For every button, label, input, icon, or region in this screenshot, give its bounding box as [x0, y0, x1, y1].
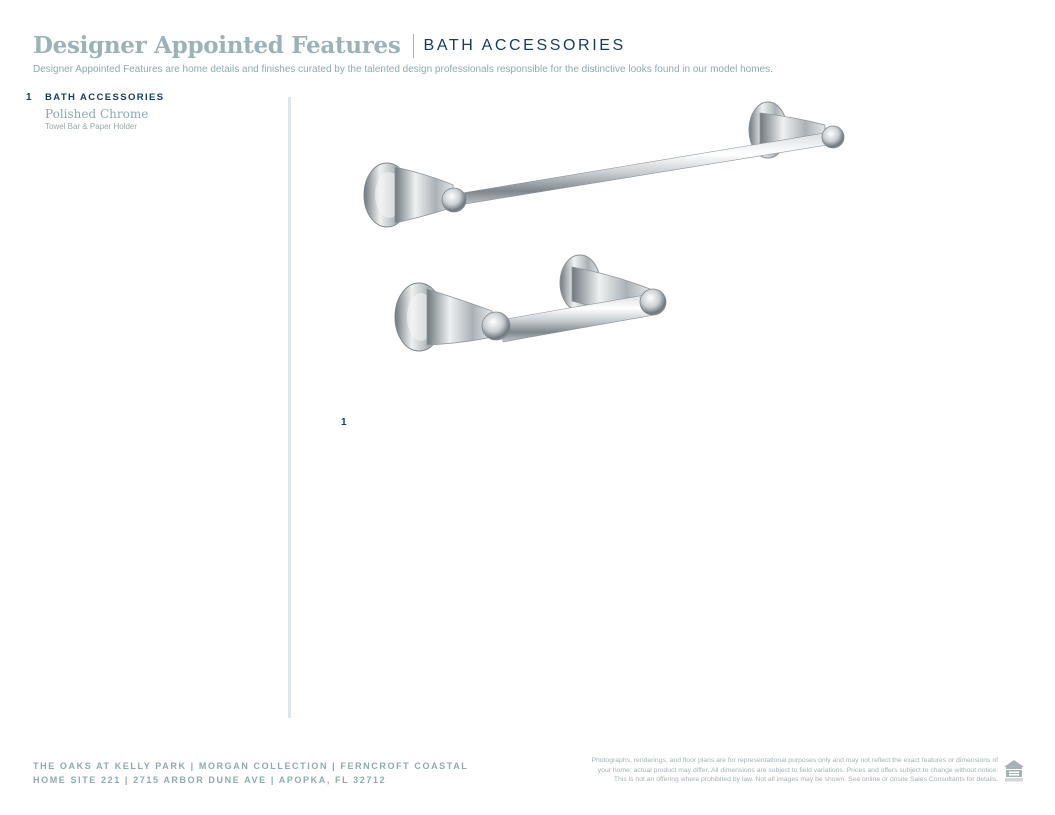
disclaimer-line-2: your home; actual product may differ. All dimensions are subject to field variations. Prices and offers subject to change without notice.: [597, 766, 998, 774]
vertical-divider: [288, 97, 291, 718]
sidebar-item-number: 1: [26, 92, 32, 103]
title-divider: [413, 34, 414, 58]
sidebar-item-finish: Polished Chrome: [45, 107, 149, 121]
sidebar-item-category: BATH ACCESSORIES: [45, 92, 165, 103]
sidebar: [26, 92, 276, 131]
page-header: [33, 32, 1013, 75]
footer-disclaimer: [518, 756, 998, 785]
sidebar-item-bath-accessories: [26, 92, 276, 103]
towel-bar-and-paper-holder-image: [355, 95, 855, 370]
disclaimer-line-3: This is not an offering where prohibited by law. Not all images may be shown. See online or onsite Sales Consultants for details.: [613, 776, 998, 783]
title-row: [33, 32, 1013, 59]
footer-address: [33, 759, 468, 787]
towel-bar-left-mount: [364, 163, 466, 227]
towel-bar-rod: [450, 132, 833, 206]
section-title: BATH ACCESSORIES: [423, 36, 626, 54]
paper-holder-left-mount: [395, 283, 510, 351]
footer-community-line: THE OAKS AT KELLY PARK | MORGAN COLLECTION | FERNCROFT COASTAL: [33, 761, 469, 771]
image-number-label: 1: [341, 417, 347, 428]
page-title: Designer Appointed Features: [33, 32, 401, 59]
towel-bar-right-cap: [822, 126, 844, 148]
footer-homesite-line: HOME SITE 221 | 2715 ARBOR DUNE AVE | APOPKA, FL 32712: [33, 775, 387, 785]
page-subtitle: Designer Appointed Features are home details and finishes curated by the talented design professionals responsible for the distinctive looks found in our model homes.: [33, 64, 773, 75]
paper-holder-right-cap: [640, 289, 666, 315]
sidebar-item-description: Towel Bar & Paper Holder: [45, 122, 138, 131]
equal-housing-opportunity-icon: [1002, 758, 1026, 787]
disclaimer-line-1: Photographs, renderings, and floor plans are for representational purposes only and may not reflect the exact features or dimensions of: [591, 757, 998, 764]
